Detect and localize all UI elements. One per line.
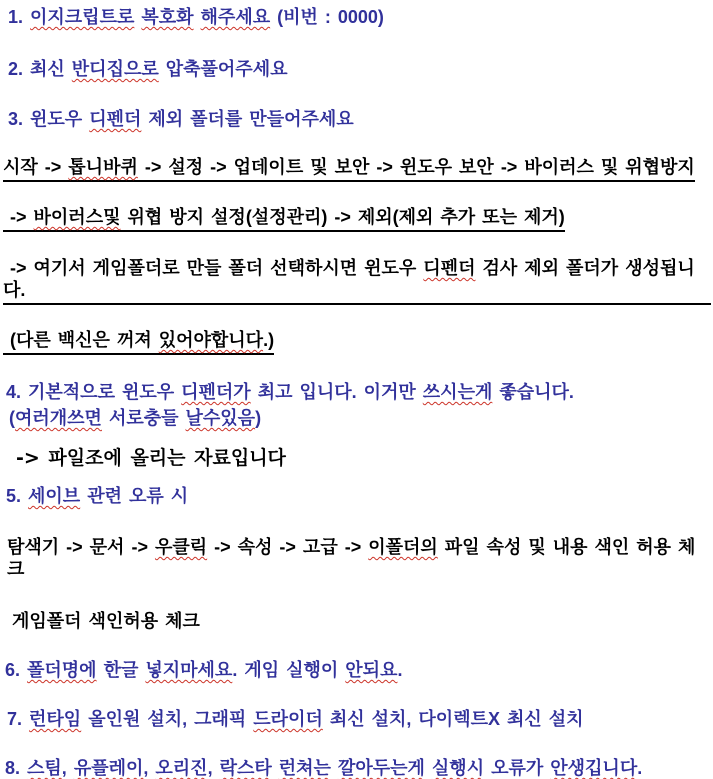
text-segment: ,: [207, 758, 220, 778]
text-segment: [425, 758, 432, 778]
misspelled-word: 반디집으로: [71, 59, 159, 79]
misspelled-word: 락스타: [219, 758, 272, 778]
misspelled-word: 폴더명에: [27, 660, 97, 680]
misspelled-word: 디펜더: [423, 258, 476, 278]
misspelled-word: 이폴더의: [368, 537, 438, 557]
misspelled-word: 쓰시는게: [422, 382, 493, 402]
line-13-index-check: [3, 610, 711, 632]
misspelled-word: 넣지마세요: [145, 660, 233, 680]
line-6-select-game-folder: [3, 257, 711, 305]
misspelled-word: 런쳐는: [278, 758, 331, 778]
text-segment: 탐색기 -> 문서 ->: [7, 537, 155, 557]
text-segment: 8.: [5, 758, 28, 778]
text-segment: 올인원 설치, 그래픽: [81, 709, 254, 729]
text-segment: [194, 7, 201, 27]
text-segment: 7.: [7, 709, 30, 729]
line-10-upload-note: [3, 447, 711, 469]
misspelled-word: 이지크립트로: [30, 7, 135, 27]
line-11-save-error: [3, 485, 711, 507]
text-segment: 3. 윈도우: [8, 109, 90, 129]
text-segment: 게임폴더 색인허용 체크: [12, 611, 200, 631]
text-segment: 오류가: [484, 758, 551, 778]
text-segment: -> 여기서 게임폴더로 만들 폴더 선택하시면 윈도우: [3, 258, 424, 278]
text-segment: 좋습니다.: [492, 382, 574, 402]
text-segment: .: [637, 758, 643, 778]
text-segment: [331, 758, 338, 778]
text-segment: 파일 속성 및 내용 색인 허용 체크: [7, 537, 696, 579]
text-segment: [272, 758, 279, 778]
text-segment: -> 파일조에 올리는 자료입니다: [16, 447, 286, 469]
text-segment: 한글: [96, 660, 146, 680]
misspelled-word: 있어야합니다: [158, 330, 264, 350]
misspelled-word: 드라이더: [253, 709, 323, 729]
line-9-conflict-warning: [3, 407, 711, 429]
text-segment: 관련 오류 시: [80, 486, 189, 506]
line-1-decrypt-password: [3, 6, 711, 28]
text-segment: 최고 입니다. 이거만: [250, 382, 423, 402]
line-16-launchers: [3, 757, 711, 779]
misspelled-word: 여러개쓰면: [15, 408, 102, 428]
text-segment: ->: [3, 207, 34, 227]
text-segment: -> 속성 -> 고급 ->: [207, 537, 369, 557]
misspelled-word: 디펜더: [89, 109, 142, 129]
text-segment: 서로충들: [101, 408, 186, 428]
misspelled-word: 세이브: [28, 486, 81, 506]
line-5-virus-settings-path: [3, 206, 565, 232]
misspelled-word: 안되요: [345, 660, 398, 680]
misspelled-word: 바이러스및: [33, 207, 121, 227]
text-segment: (: [9, 408, 15, 428]
text-segment: 검사 제외 폴더가 생성됩니다.: [3, 258, 695, 300]
misspelled-word: 오리진: [155, 758, 208, 778]
text-segment: .: [397, 660, 403, 680]
line-2-unzip-bandizip: [3, 58, 711, 80]
misspelled-word: 유플레이: [73, 758, 144, 778]
text-segment: 압축풀어주세요: [158, 59, 288, 79]
misspelled-word: 디펜더가: [181, 382, 251, 402]
text-segment: . 게임 실행이: [232, 660, 346, 680]
line-14-no-korean-folder: [3, 659, 711, 681]
line-3-defender-exclusion: [3, 108, 711, 130]
misspelled-word: 톱니바퀴: [68, 157, 138, 177]
line-15-runtime-drivers: [3, 708, 711, 730]
text-segment: 5.: [6, 486, 29, 506]
instructions-document: [0, 6, 713, 778]
text-segment: ,: [143, 758, 156, 778]
text-segment: 2. 최신: [8, 59, 72, 79]
misspelled-word: 날수있음: [185, 408, 256, 428]
line-7-other-antivirus-off: [3, 329, 274, 355]
misspelled-word: 스팀: [27, 758, 62, 778]
text-segment: -> 설정 -> 업데이트 및 보안 -> 윈도우 보안 -> 바이러스 및 위협방지: [137, 157, 695, 177]
misspelled-word: 우클릭: [154, 537, 208, 557]
text-segment: 4. 기본적으로 윈도우: [6, 382, 182, 402]
line-8-defender-is-best: [3, 381, 711, 403]
text-segment: .): [263, 330, 275, 350]
text-segment: 최신 설치, 다이렉트X 최신 설치: [322, 709, 584, 729]
text-segment: (비번 : 0000): [270, 7, 384, 27]
text-segment: 6.: [5, 660, 28, 680]
misspelled-word: 안생깁니다: [550, 758, 638, 778]
text-segment: 위협 방지 설정(설정관리) -> 제외(제외 추가 또는 제거): [120, 207, 565, 227]
line-12-explorer-path: [3, 536, 711, 580]
text-segment: ,: [61, 758, 74, 778]
text-segment: 1.: [8, 7, 31, 27]
misspelled-word: 런타임: [29, 709, 82, 729]
misspelled-word: 복호화: [141, 7, 194, 27]
misspelled-word: 실행시: [431, 758, 485, 778]
text-segment: (다른 백신은 꺼져: [3, 330, 159, 350]
line-4-settings-path: [3, 156, 695, 182]
text-segment: 제외 폴더를 만들어주세요: [141, 109, 354, 129]
misspelled-word: 해주세요: [200, 7, 271, 27]
text-segment: 시작 ->: [3, 157, 69, 177]
text-segment: ): [255, 408, 262, 428]
misspelled-word: 깔아두는게: [337, 758, 425, 778]
